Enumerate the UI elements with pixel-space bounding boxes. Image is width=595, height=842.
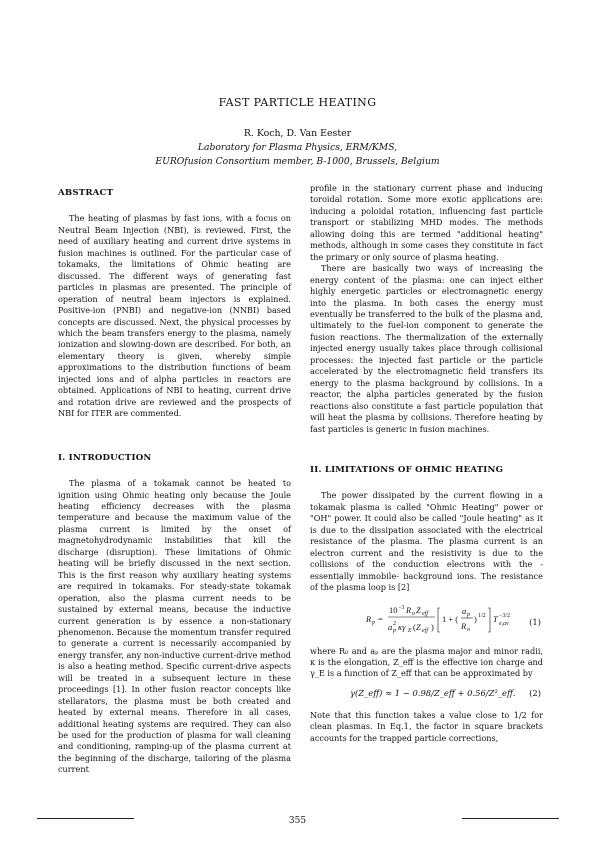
- svg-text:T: T: [493, 613, 498, 624]
- paper-title: FAST PARTICLE HEATING: [218, 96, 377, 109]
- svg-text:2: 2: [393, 620, 396, 627]
- ohmic-heading: II. LIMITATIONS OF OHMIC HEATING: [310, 464, 504, 475]
- svg-text:R: R: [461, 620, 467, 631]
- paper-authors: R. Koch, D. Van Eester: [243, 128, 352, 139]
- intro-text: The plasma of a tokamak cannot be heated to ignition using Ohmic heating only because the Joule heating efficiency decreases with the plasma temperature and because the maximum value of the plasma current is limited by the onset of magnetohydrodynamic instabilities that kill the discharge (disruption). These limitations of Ohmic heating will be briefly discussed in the next section. This is the first reason why auxiliary heating systems are required in tokamaks. For steady-state tokamak operation, also the plasma current needs to be sustained by external means, because the inductive current generation is by essence a non-stationary phenomenon. Because the momentum transfer required to generate a current is necessarily accompanied by energy transfer, any non-inductive current-drive method is also a heating method. Specific current-drive aspects will be treated in a subsequent lecture in these proceedings [1]. In other fusion reactor concepts like stellarators, the plasma must be both created and heated by external means. Therefore in all cases, additional heating systems are required. They can also be used for the production of plasma for wall cleaning and conditioning, ramping-up of the plasma current at the beginning of the discharge, tailoring of the plasma current: [58, 478, 291, 775]
- svg-text:R: R: [366, 613, 372, 624]
- ohmic-paragraph-3: Note that this function takes a value close to 1/2 for clean plasmas. In Eq.1, the factor in square brackets accounts for the trapped particle corrections,: [310, 709, 543, 743]
- abstract-heading: ABSTRACT: [58, 188, 114, 198]
- svg-text:p: p: [467, 611, 470, 618]
- svg-text:o: o: [467, 626, 470, 633]
- affiliation-line-2: EUROfusion Consortium member, B-1000, Brussels, Belgium: [155, 156, 440, 167]
- abstract-text: The heating of plasmas by fast ions, with a focus on Neutral Beam Injection (NBI), is reviewed. First, the need of auxiliary heating and current drive systems in fusion machines is outlined. For the particular case of tokamaks, the limitations of Ohmic heating are discussed. The different ways of generating fast particles in plasmas are presented. The principle of operation of neutral beam injectors is explained. Positive-ion (PNBI) and negative-ion (NNBI) based concepts are discussed. Next, the physical processes by which the beam transfers energy to the plasma, namely ionization and slowing-down are described. For both, an elementary theory is given, whereby simple approximations to the distribution functions of beam injected ions and of alpha particles in reactors are obtained. Applications of NBI to heating, current drive and rotation drive are reviewed and the prospects of NBI for ITER are commented.: [58, 213, 291, 419]
- svg-text:E: E: [408, 627, 412, 634]
- svg-text:a: a: [388, 621, 393, 632]
- svg-text:a: a: [462, 605, 467, 616]
- svg-text:eff: eff: [422, 610, 428, 617]
- svg-text:(: (: [413, 621, 416, 632]
- svg-text:): ): [474, 613, 477, 624]
- svg-text:−3: −3: [398, 604, 405, 611]
- right-paragraph-1: profile in the stationary current phase and inducing toroidal rotation. Some more exotic applications are: inducing a poloidal rotation, influencing fast particle transport or stabilizing MHD modes. The methods allowing doing this are termed "additional heating" methods, although in some cases they constitute in fact the primary or only source of plasma heating.: [310, 183, 543, 262]
- svg-text:e,av: e,av: [499, 620, 509, 627]
- equation-2: [310, 684, 543, 704]
- ohmic-paragraph: The power dissipated by the current flowing in a tokamak plasma is called "Ohmic Heating" power or "OH" power. It could also be called "Joule heating" as it is due to the dissipation associated with the electrical resistance of the plasma. The plasma current is an electron current and the resistivity is due to the collisions of the conduction electrons with the -essentially immobile- background ions. The resistance of the plasma loop is [2]: [310, 490, 543, 593]
- affiliation-line-1: Laboratory for Plasma Physics, ERM/KMS,: [197, 142, 398, 153]
- svg-text:10: 10: [389, 604, 398, 615]
- equation-1-number: (1): [529, 616, 541, 627]
- svg-text:eff: eff: [422, 627, 428, 634]
- svg-text:p: p: [372, 619, 375, 626]
- svg-text:Z: Z: [416, 604, 421, 615]
- svg-text:=: =: [378, 613, 383, 624]
- equation-1-formula: [310, 598, 525, 642]
- intro-heading: I. INTRODUCTION: [58, 452, 152, 463]
- svg-text:−3/2: −3/2: [499, 612, 511, 619]
- page-number: 355: [288, 816, 307, 826]
- equation-1: [310, 598, 543, 642]
- svg-text:R: R: [406, 604, 412, 615]
- right-paragraph-2: There are basically two ways of increasing the energy content of the plasma: one can inject either highly energetic particles or electromagnetic energy into the plasma. In both cases the energy must eventually be transferred to the bulk of the plasma and, ultimately to the fuel-ion component to generate the fusion reactions. The thermalization of the externally injected energy usually takes place through collisional processes: the injected fast particle or the particle accelerated by the electromagnetic field transfers its energy to the plasma background by collisions. In a reactor, the alpha particles generated by the fusion reactions also constitute a fast particle population that will heat the plasma by collisions. Therefore heating by fast particles is generic in fusion machines.: [310, 263, 543, 434]
- right-column: [310, 183, 543, 744]
- left-column: [58, 188, 291, 776]
- ohmic-paragraph-2: where R₀ and aₚ are the plasma major and minor radii, κ is the elongation, Z_eff is the effective ion charge and γ_E is a function of Z_eff that can be approximated by: [310, 645, 543, 679]
- svg-text:p: p: [393, 627, 396, 634]
- equation-2-number: (2): [529, 687, 541, 698]
- svg-text:Z: Z: [416, 621, 421, 632]
- svg-text:κγ: κγ: [398, 621, 406, 632]
- svg-text:1/2: 1/2: [478, 612, 486, 619]
- equation-2-formula: γ(Z_eff) ≈ 1 − 0.98/Z_eff + 0.56/Z²_eff.: [350, 687, 516, 698]
- svg-text:1 + (: 1 + (: [442, 613, 459, 624]
- svg-text:o: o: [412, 610, 415, 617]
- svg-text:): ): [431, 621, 434, 632]
